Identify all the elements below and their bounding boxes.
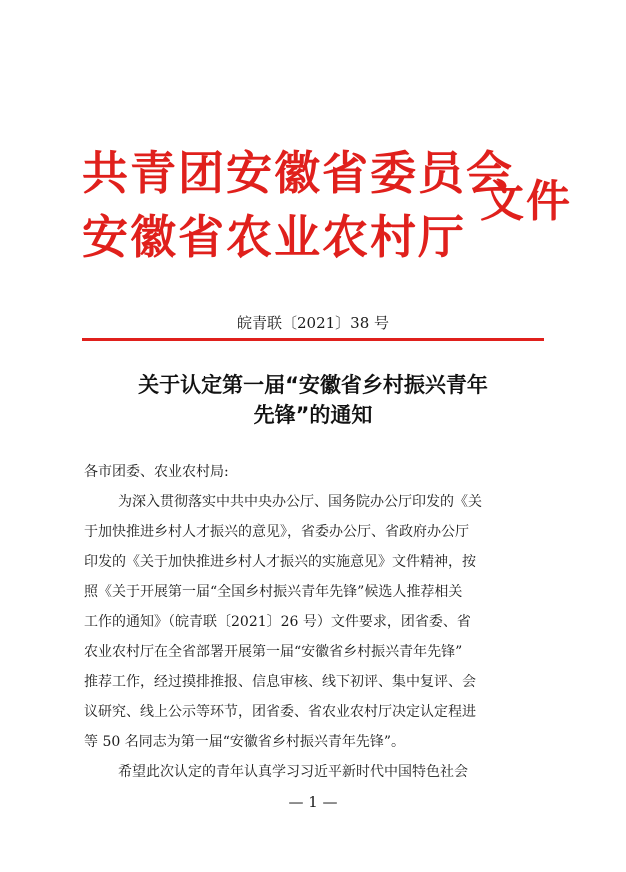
red-divider-rule xyxy=(82,338,544,341)
paragraph-1-line: 工作的通知》（皖青联〔2021〕26 号）文件要求，团省委、省 xyxy=(84,614,471,630)
paragraph-1-line: 等 50 名同志为第一届“安徽省乡村振兴青年先锋”。 xyxy=(84,734,406,750)
paragraph-1-line: 照《关于开展第一届“全国乡村振兴青年先锋”候选人推荐相关 xyxy=(84,584,463,600)
paragraph-1-line: 为深入贯彻落实中共中央办公厅、国务院办公厅印发的《关 xyxy=(118,494,482,510)
paragraph-1-line: 农业农村厅在全省部署开展第一届“安徽省乡村振兴青年先锋” xyxy=(84,644,463,660)
document-word: 文件 xyxy=(480,176,572,227)
notice-title-line-1: 关于认定第一届“安徽省乡村振兴青年 xyxy=(138,373,488,397)
paragraph-1-line: 于加快推进乡村人才振兴的意见》，省委办公厅、省政府办公厅 xyxy=(84,524,469,540)
issuer-line-2: 安徽省农业农村厅 xyxy=(82,210,466,264)
page-number: — 1 — xyxy=(288,793,338,811)
paragraph-1-line: 印发的《关于加快推进乡村人才振兴的实施意见》文件精神，按 xyxy=(84,554,476,570)
document-number: 皖青联〔2021〕38 号 xyxy=(236,314,390,332)
notice-title-line-2: 先锋”的通知 xyxy=(253,403,373,427)
salutation: 各市团委、农业农村局: xyxy=(84,464,229,480)
paragraph-1-line: 推荐工作，经过摸排推报、信息审核、线下初评、集中复评、会 xyxy=(84,674,476,690)
issuer-line-1: 共青团安徽省委员会 xyxy=(82,146,514,200)
paragraph-1-line: 议研究、线上公示等环节，团省委、省农业农村厅决定认定程进 xyxy=(84,704,476,720)
paragraph-2-line: 希望此次认定的青年认真学习习近平新时代中国特色社会 xyxy=(118,764,468,780)
